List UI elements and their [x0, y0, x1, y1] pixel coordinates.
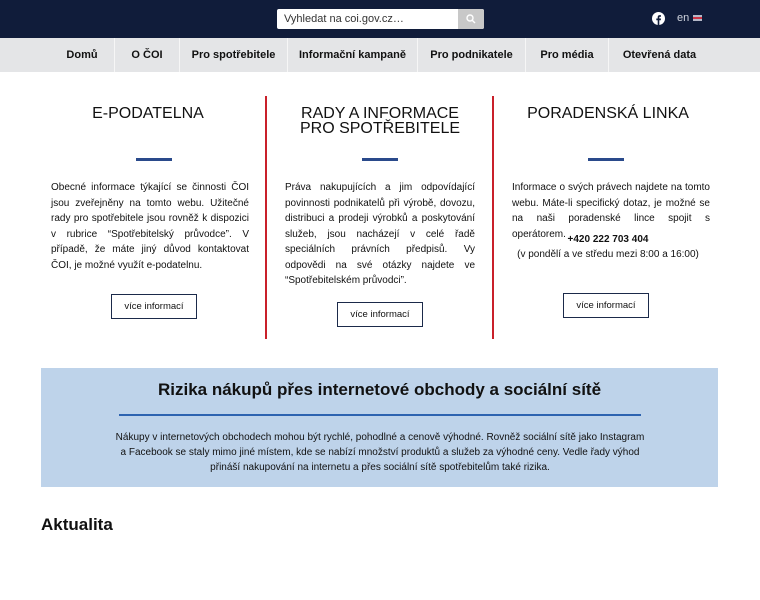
- card-title-line: PRO SPOTŘEBITELE: [299, 120, 461, 137]
- nav-label: Domů: [66, 49, 98, 61]
- facebook-icon[interactable]: [652, 12, 665, 25]
- search-button[interactable]: [458, 9, 484, 29]
- more-info-button[interactable]: více informací: [337, 302, 423, 327]
- language-switch[interactable]: [677, 12, 702, 24]
- language-label: en: [677, 12, 690, 24]
- card-underline: [136, 158, 172, 161]
- office-hours: (v pondělí a ve středu mezi 8:00 a 16:00): [517, 249, 699, 260]
- card-title: [275, 106, 485, 136]
- nav-label: Pro média: [540, 49, 594, 61]
- more-info-button[interactable]: více informací: [111, 294, 197, 319]
- nav-label: Pro spotřebitele: [191, 49, 276, 61]
- nav-label: Informační kampaně: [299, 49, 406, 61]
- rady-a-informace-card: [275, 96, 485, 339]
- nav-item-pro-podnikatele[interactable]: [418, 38, 525, 72]
- nav-item-o-coi[interactable]: [115, 38, 179, 72]
- main-nav: [0, 38, 760, 72]
- nav-item-informacni-kampane[interactable]: [288, 38, 417, 72]
- search-icon: [466, 14, 476, 24]
- nav-item-otevrena-data[interactable]: [609, 38, 710, 72]
- nav-label: O ČOI: [131, 49, 163, 61]
- banner-text: Nákupy v internetových obchodech mohou být rychlé, pohodlné a cenově výhodné. Rovněž sociální sítě jako Instagram a Facebook se staly mimo jiné místem, kde se nabízí množství produktů a služeb za výhodné ceny. Vedle řady výhod přináší nakupování na internetu a přes sociální sítě spotřebitelům také rizika.: [115, 432, 645, 473]
- nav-label: Otevřená data: [622, 49, 697, 61]
- card-title: PORADENSKÁ LINKA: [527, 105, 689, 122]
- online-shopping-risks-banner[interactable]: [41, 368, 718, 487]
- column-divider: [265, 96, 267, 339]
- phone-number: +420 222 703 404: [567, 234, 649, 245]
- nav-label: Pro podnikatele: [430, 49, 513, 61]
- nav-item-pro-media[interactable]: [526, 38, 608, 72]
- top-bar: [0, 0, 760, 38]
- poradenska-linka-card: [502, 96, 714, 339]
- search-input[interactable]: [277, 9, 458, 29]
- card-text: Obecné informace týkající se činnosti ČOI jsou zveřejněny na tomto webu. Užitečné rady pro spotřebitele jsou rovněž k dispozici v rubrice “Spotřebitelský průvodce”. V případě, že máte jiný důvod kontaktovat ČOI, je možné využít e-podatelnu.: [51, 182, 249, 271]
- column-divider: [492, 96, 494, 339]
- nav-item-pro-spotrebitele[interactable]: [180, 38, 287, 72]
- card-title: E-PODATELNA: [92, 105, 204, 122]
- card-text: Práva nakupujících a jim odpovídající povinnosti podnikatelů při výrobě, dovozu, distribuci a prodeji výrobků a poskytování služeb, jsou nacházejí v celé řadě speciálních právních předpisů. Vy odpovědi na své otázky najdete ve “Spotřebitelském průvodci”.: [285, 182, 475, 286]
- more-info-button[interactable]: více informací: [563, 293, 649, 318]
- aktualita-heading: Aktualita: [41, 515, 113, 534]
- card-underline: [588, 158, 624, 161]
- search-box: [277, 9, 484, 29]
- card-text: Informace o svých právech najdete na tomto webu. Máte-li specifický dotaz, je možné se na naši poradenské lince spojit s operátorem.: [512, 182, 710, 240]
- banner-title: Rizika nákupů přes internetové obchody a sociální sítě: [157, 380, 602, 399]
- uk-flag-icon: [693, 15, 702, 21]
- banner-underline: [119, 414, 641, 416]
- card-underline: [362, 158, 398, 161]
- e-podatelna-card: [41, 96, 255, 339]
- card-title-line: RADY A INFORMACE: [301, 105, 459, 122]
- nav-item-domu[interactable]: [50, 38, 114, 72]
